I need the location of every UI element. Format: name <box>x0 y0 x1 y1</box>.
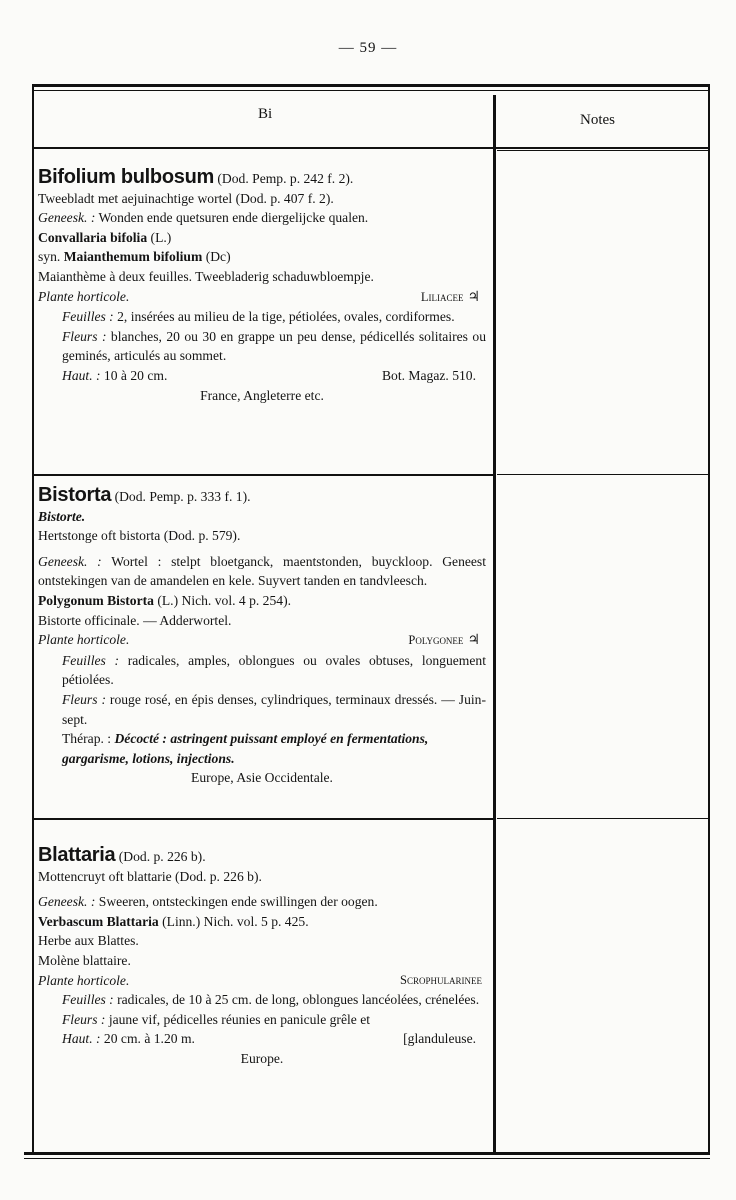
entry-bistorta <box>38 486 486 788</box>
region: Europe, Asie Occidentale. <box>191 770 333 786</box>
geneesk-label: Geneesk. : <box>38 553 102 569</box>
fleurs-text: blanches, 20 ou 30 en grappe un peu dense, pédicellés solitaires ou geminés, articulés au sommet. <box>62 328 486 364</box>
feuilles-text: 2, insérées au milieu de la tige, pétiolées, ovales, cordiformes. <box>117 309 455 325</box>
feuilles-label: Feuilles : <box>62 309 114 325</box>
table-top-border <box>32 84 710 87</box>
table-left-border <box>32 87 34 1155</box>
feuilles-label: Feuilles : <box>62 992 114 1008</box>
plante-note: Plante horticole. <box>38 972 130 988</box>
therap-label: Thérap. : <box>62 731 112 747</box>
synonym-name: Verbascum Blattaria <box>38 913 159 929</box>
header-left: Bi <box>258 106 273 122</box>
entry-separator-2 <box>32 818 494 820</box>
bot-magaz-ref: Bot. Magaz. 510. <box>381 367 476 383</box>
haut-value: 20 cm. à 1.20 m. <box>103 1031 195 1047</box>
family-name: Polygonee <box>408 633 464 648</box>
table-top-border-inner <box>32 90 710 91</box>
entry-ref: (Dod. Pemp. p. 333 f. 1). <box>114 489 251 504</box>
haut-label: Haut. : <box>62 1031 101 1047</box>
fleurs-continuation: [glanduleuse. <box>403 1031 476 1047</box>
entry-title: Bistorta <box>38 484 112 506</box>
common-names: Maianthème à deux feuilles. Tweebladerig schaduwbloempje. <box>38 268 374 284</box>
geneesk-text: Wortel : stelpt bloetganck, maentstonden, buycklooр. Geneest ontstekingen van de amandelen en kele. Suyvert tanden en tandvleesch. <box>38 553 486 589</box>
plante-note: Plante horticole. <box>38 288 130 304</box>
synonym-author-2: (Dc) <box>205 249 231 265</box>
table-bottom-border <box>24 1152 710 1155</box>
region: Europe. <box>240 1050 284 1066</box>
entry-title: Blattaria <box>38 844 116 866</box>
entry-line: Mottencruyt oft blattarie (Dod. p. 226 b). <box>38 868 262 884</box>
entry-line: Tweebladt met aejuinachtige wortel (Dod. p. 407 f. 2). <box>38 190 334 206</box>
entry-separator-1 <box>32 474 494 476</box>
geneesk-text: Sweeren, ontsteckingen ende swillingen der oogen. <box>98 894 378 910</box>
page-number: — 59 — <box>338 40 398 56</box>
synonym-author: (Linn.) Nich. vol. 5 p. 425. <box>162 913 309 929</box>
geneesk-label: Geneesk. : <box>38 894 96 910</box>
fleurs-label: Fleurs : <box>62 691 106 707</box>
fleurs-text: jaune vif, pédicelles réunies en panicule grêle et <box>108 1011 371 1027</box>
plante-note: Plante horticole. <box>38 632 130 648</box>
feuilles-text: radicales, de 10 à 25 cm. de long, oblongues lancéolées, crénelées. <box>117 992 480 1008</box>
fleurs-label: Fleurs : <box>62 1011 106 1027</box>
header-notes: Notes <box>580 112 615 128</box>
notes-separator-2 <box>497 818 708 819</box>
entry-ref: (Dod. p. 226 b). <box>118 849 206 864</box>
notes-separator-1 <box>497 474 708 475</box>
haut-value: 10 à 20 cm. <box>103 367 168 383</box>
synonym-name: Polygonum Bistorta <box>38 592 154 608</box>
fleurs-text: rouge rosé, en épis denses, cylindriques, terminaux dressés. — Juin-sept. <box>62 691 486 727</box>
region: France, Angleterre etc. <box>200 387 324 403</box>
feuilles-text: radicales, amples, oblongues ou ovales obtuses, longuement pétiolées. <box>62 652 486 688</box>
table-bottom-border-inner <box>24 1158 710 1159</box>
common-names: Bistorte officinale. — Adderwortel. <box>38 612 232 628</box>
synonym-name-2: Maianthemum bifolium <box>63 249 203 265</box>
entry-line: Hertstonge oft bistorta (Dod. p. 579). <box>38 528 241 544</box>
notes-rule-head <box>497 150 708 151</box>
synonym-name: Convallaria bifolia <box>38 229 148 245</box>
syn-prefix: syn. <box>38 249 61 265</box>
common-name-1: Herbe aux Blattes. <box>38 933 139 949</box>
geneesk-text: Wonden ende quetsuren ende diergelijcke qualen. <box>98 210 369 226</box>
column-divider <box>493 95 496 1155</box>
family-name: Liliacee <box>420 289 464 304</box>
haut-label: Haut. : <box>62 367 101 383</box>
table-right-border <box>708 87 710 1155</box>
entry-title: Bifolium bulbosum <box>38 166 214 188</box>
entry-ref: (Dod. Pemp. p. 242 f. 2). <box>217 171 354 186</box>
synonym-author: (L.) <box>150 229 172 245</box>
fleurs-label: Fleurs : <box>62 328 107 344</box>
common-name-2: Molène blattaire. <box>38 952 131 968</box>
perennial-symbol: ♃ <box>467 289 480 305</box>
header-bottom-border <box>32 147 710 149</box>
therap-text: Décocté : astringent puissant employé en fermentations, gargarisme, lotions, injections. <box>62 731 429 766</box>
perennial-symbol: ♃ <box>467 633 480 649</box>
geneesk-label: Geneesk. : <box>38 210 96 226</box>
feuilles-label: Feuilles : <box>62 652 120 668</box>
synonym-author: (L.) Nich. vol. 4 p. 254). <box>157 592 291 608</box>
family-name: Scrophularinee <box>400 972 482 987</box>
entry-bifolium <box>38 168 486 405</box>
entry-blattaria <box>38 846 486 1069</box>
entry-alt-name: Bistorte. <box>38 508 86 524</box>
